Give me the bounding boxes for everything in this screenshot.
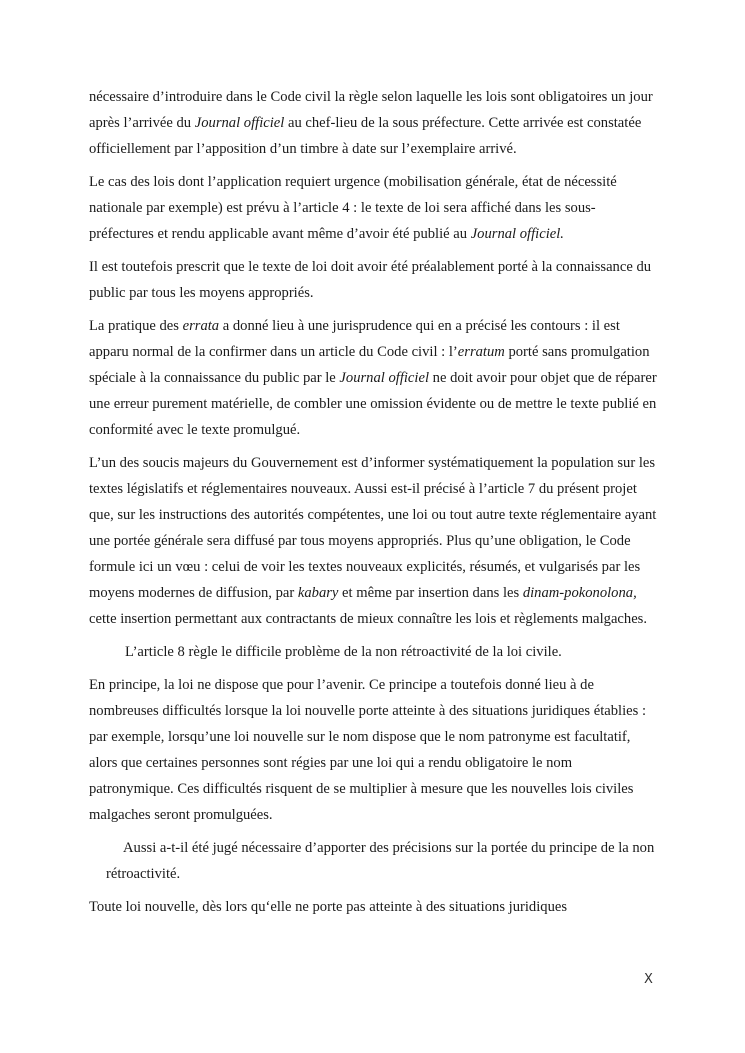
body-text [89, 84, 657, 927]
text-run: Toute loi nouvelle, dès lors qu‘elle ne porte pas atteinte à des situations juridiques [89, 899, 568, 915]
text-run: cette insertion permettant aux contractants de mieux connaître les lois et règlements malgaches. [89, 611, 648, 627]
paragraph [89, 835, 657, 887]
paragraph [89, 254, 657, 306]
italic-text: kabary [297, 585, 339, 601]
page-number: X [644, 972, 653, 987]
paragraph [89, 450, 657, 632]
text-run: au chef-lieu de la sous préfecture. Cette arrivée est constatée officiellement par l’apposition d’un timbre à date sur l’exemplaire arrivé. [89, 115, 642, 157]
paragraph [89, 169, 657, 247]
italic-text: errata [182, 318, 220, 334]
text-run: nécessaire d’introduire dans le Code civil la règle selon laquelle les lois sont obligatoires un jour après l’arrivée du [89, 89, 653, 131]
paragraph [89, 313, 657, 443]
text-run: L’un des soucis majeurs du Gouvernement est d’informer systématiquement la population sur les textes législatifs et réglementaires nouveaux. Aussi est-il précisé à l’article 7 du présent projet que, sur les instructions des autorités compétentes, une loi ou tout autre texte réglementaire ayant une portée générale sera diffusé par tous moyens appropriés. Plus qu’une obligation, le Code formule ici un vœu : celui de voir les textes nouveaux explicités, résumés, et vulgarisés par les moyens modernes de diffusion, par [89, 455, 657, 601]
text-run: a donné lieu à une jurisprudence qui en a précisé les contours : il est apparu normal de la confirmer dans un article du Code civil : l’ [89, 318, 620, 360]
text-run: La pratique des [89, 318, 183, 334]
text-run: Aussi a-t-il été jugé nécessaire d’apporter des précisions sur la portée du principe de la non rétroactivité. [106, 840, 655, 882]
paragraph [89, 672, 657, 828]
text-run: et même par insertion dans les [338, 585, 523, 601]
italic-text: dinam-pokonolona, [522, 585, 637, 601]
paragraph [89, 894, 657, 920]
text-run: ne doit avoir pour objet que de réparer une erreur purement matérielle, de combler une omission évidente ou de mettre le texte publié en conformité avec le texte promulgué. [89, 370, 657, 438]
text-run: Le cas des lois dont l’application requiert urgence (mobilisation générale, état de nécessité nationale par exemple) est prévu à l’article 4 : le texte de loi sera affiché dans les sous-préfectures et rendu applicable avant même d’avoir été publié au [89, 174, 617, 242]
text-run: L’article 8 règle le difficile problème de la non rétroactivité de la loi civile. [125, 644, 562, 660]
italic-text: Journal officiel [194, 115, 285, 131]
italic-text: erratum [457, 344, 505, 360]
paragraph [89, 639, 657, 665]
text-run: En principe, la loi ne dispose que pour l’avenir. Ce principe a toutefois donné lieu à de nombreuses difficultés lorsque la loi nouvelle porte atteinte à des situations juridiques établies : par exemple, lorsqu’une loi nouvelle sur le nom dispose que le nom patronyme est facultatif, alors que certaines personnes sont régies par une loi qui a rendu obligatoire le nom patronymique. Ces difficultés risquent de se multiplier à mesure que les nouvelles lois civiles malgaches seront promulguées. [89, 677, 646, 823]
italic-text: Journal officiel [339, 370, 429, 386]
italic-text: Journal officiel. [470, 226, 564, 242]
paragraph [89, 84, 657, 162]
text-run: porté sans promulgation spéciale à la connaissance du public par le [89, 344, 650, 386]
text-run: Il est toutefois prescrit que le texte de loi doit avoir été préalablement porté à la connaissance du public par tous les moyens appropriés. [89, 259, 652, 301]
